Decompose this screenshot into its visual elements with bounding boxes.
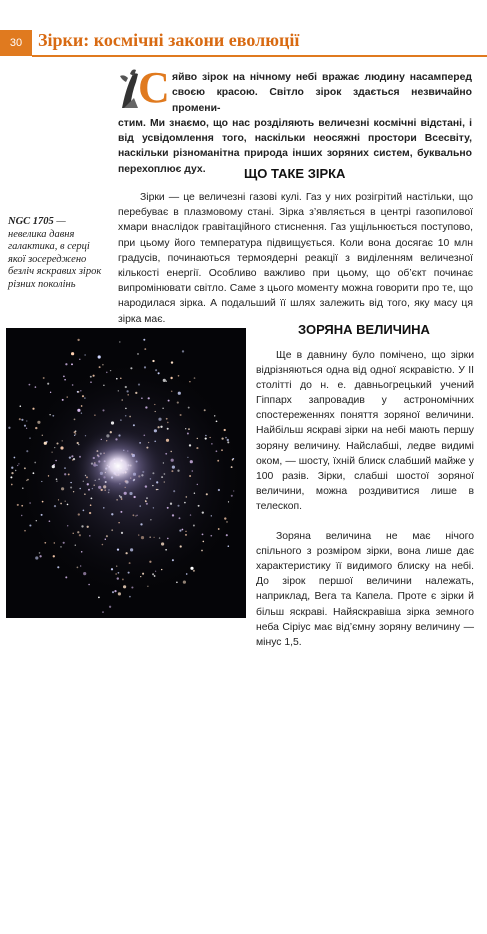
header-rule [32, 55, 487, 57]
galaxy-photo [6, 328, 246, 934]
page-number: 30 [0, 30, 32, 56]
page-title: Зірки: космічні закони еволюції [38, 30, 300, 50]
caption-text: — невелика давня галактика, в серці якої зосереджено безліч яскравих зірок різних поколінь [8, 216, 102, 290]
section2-paragraph-2: Зоряна величина не має нічого спільного з розміром зірки, вона лише дає характеристику її видимого блиску на небі. До зірок першої величини належать, наприклад, Вега та Капела. Проте є зірки й більш яскраві. Найяскравіша зірка земного неба Сіріус має від’ємну зоряну величину — мінус 1,5. [256, 531, 474, 648]
caption-object: NGC 1705 [8, 216, 54, 227]
dropcap-illustration [118, 63, 170, 112]
dropcap-letter: С [138, 63, 170, 112]
intro-first-line: яйво зірок на нічному небі вражає людину насамперед своєю красою. Світло зірок здається незвичайно промени- [172, 72, 472, 114]
section1-paragraph: Зірки — це величезні газові кулі. Газ у них розігрітий настільки, що перебуває в плазмовому стані. Зірка з’являється в центрі газопилової хмари внаслідок гравітаційного стиснення. Газ ущільнюється поступово, при цьому його температура підвищується. Коли вона досягає 10 млн градусів, починаються термоядерні реакції з виділенням величезної кількості енергії. Особливо важливо при цьому, що об’єкт починає випромінювати світло. Саме з цього моменту можна говорити про те, що народилася зірка. А подальший її шлях залежить від того, яку масу ця зірка має. [118, 192, 473, 325]
section1-body [118, 190, 473, 327]
section-heading-what-is-star: ЩО ТАКЕ ЗІРКА [244, 166, 346, 181]
section-heading-magnitude: ЗОРЯНА ВЕЛИЧИНА [298, 322, 430, 337]
section2-body [256, 348, 474, 665]
photo-credit: NASA, ESA and the Hubble Heritage Team (STScI/AURA) [16, 653, 28, 934]
photo-caption [8, 216, 104, 292]
intro-paragraph [118, 70, 472, 177]
section2-paragraph-1: Ще в давнину було помічено, що зірки відрізняються одна від одної яскравістю. У ІІ столітті до н. е. давньогрецький учений Гіппарх запровадив у астрономічних спостереженнях поняття зоряної величини. Найбільш яскраві зірки на небі мають першу зоряну величину. Найслабші, ледве видимі оком, — шосту, їхній блиск слабший майже у 100 разів. Зірки, слабші шостої зоряної величини, можна роздивитися лише в телескоп. [256, 350, 474, 512]
intro-rest: стим. Ми знаємо, що нас розділяють величезні космічні відстані, і від усвідомлення того, наскільки неосяжні простори Всесвіту, наскільки різноманітна природа інших зоряних систем, буквально перехоплює дух. [118, 117, 472, 175]
